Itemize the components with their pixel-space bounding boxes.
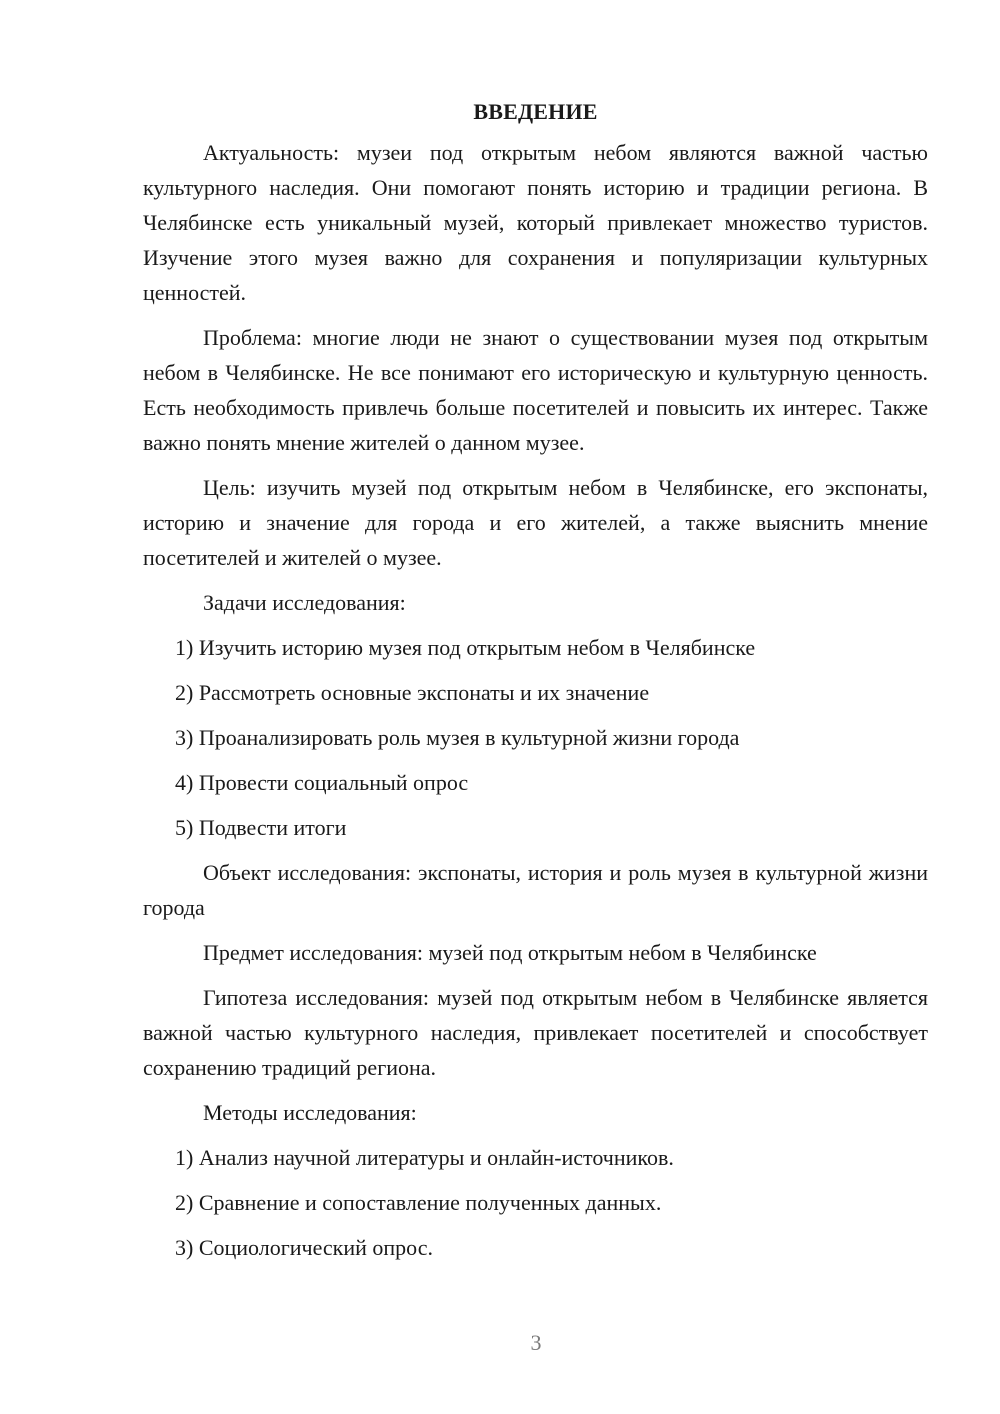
methods-list xyxy=(143,1140,928,1265)
relevance-paragraph: Актуальность: музеи под открытым небом являются важной частью культурного наследия. Они помогают понять историю и традиции региона. В Челябинске есть уникальный музей, который привлекает множество туристов. Изучение этого музея важно для сохранения и популяризации культурных ценностей. xyxy=(143,140,928,305)
page-number: 3 xyxy=(530,1330,542,1355)
tasks-heading: Задачи исследования: xyxy=(203,590,406,615)
problem-paragraph: Проблема: многие люди не знают о существовании музея под открытым небом в Челябинске. Не все понимают его историческую и культурную ценность. Есть необходимость привлечь больше посетителей и повысить их интерес. Также важно понять мнение жителей о данном музее. xyxy=(143,325,928,455)
list-item: 3) Проанализировать роль музея в культурной жизни города xyxy=(175,725,740,750)
goal-paragraph: Цель: изучить музей под открытым небом в Челябинске, его экспонаты, историю и значение для города и его жителей, а также выяснить мнение посетителей и жителей о музее. xyxy=(143,475,928,570)
methods-heading: Методы исследования: xyxy=(203,1100,417,1125)
subject-paragraph: Предмет исследования: музей под открытым небом в Челябинске xyxy=(203,940,817,965)
list-item: 4) Провести социальный опрос xyxy=(175,770,469,795)
page-content xyxy=(143,94,928,1275)
object-paragraph: Объект исследования: экспонаты, история и роль музея в культурной жизни города xyxy=(143,860,928,920)
tasks-list xyxy=(143,630,928,845)
list-item: 5) Подвести итоги xyxy=(175,815,347,840)
list-item: 1) Изучить историю музея под открытым небом в Челябинске xyxy=(175,635,756,660)
list-item: 2) Рассмотреть основные экспонаты и их значение xyxy=(175,680,650,705)
page-title: ВВЕДЕНИЕ xyxy=(473,99,598,124)
hypothesis-paragraph: Гипотеза исследования: музей под открытым небом в Челябинске является важной частью культурного наследия, привлекает посетителей и способствует сохранению традиций региона. xyxy=(143,985,928,1080)
list-item: 1) Анализ научной литературы и онлайн-источников. xyxy=(175,1145,674,1170)
list-item: 3) Социологический опрос. xyxy=(175,1235,433,1260)
list-item: 2) Сравнение и сопоставление полученных данных. xyxy=(175,1190,662,1215)
